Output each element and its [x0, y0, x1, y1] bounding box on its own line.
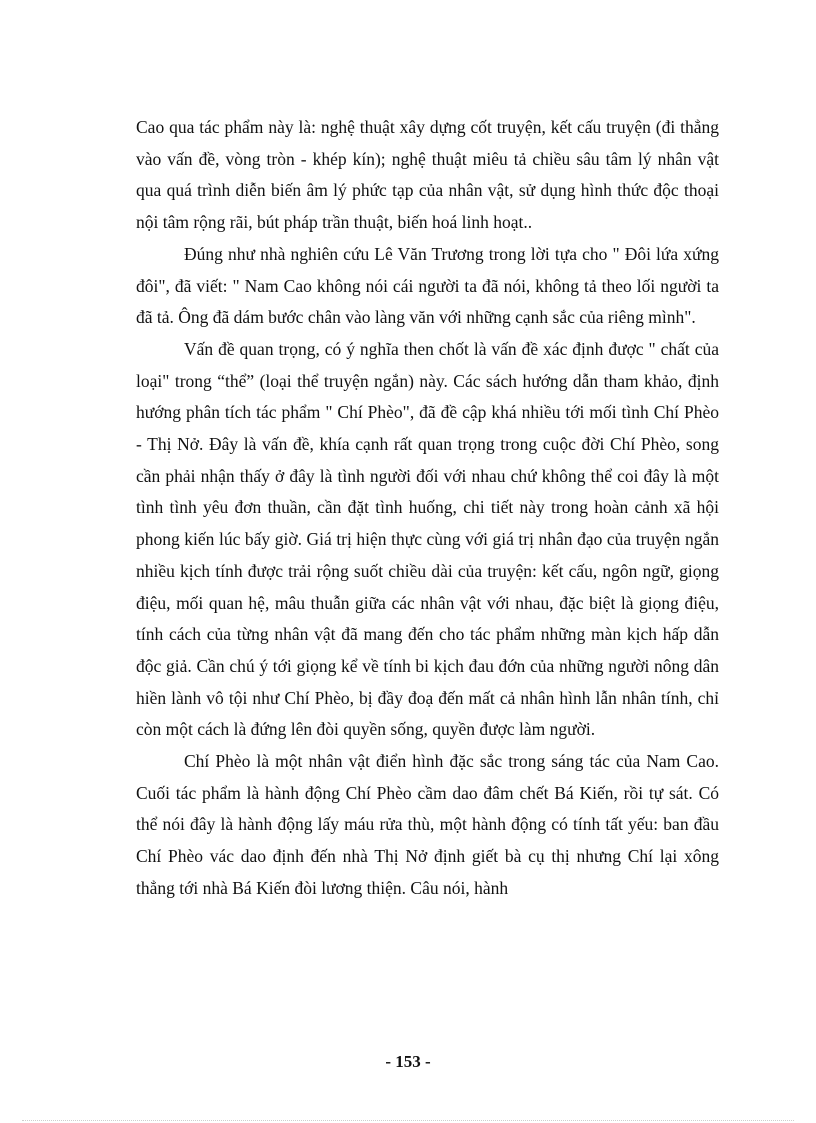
body-text	[136, 112, 719, 905]
paragraph-3: Vấn đề quan trọng, có ý nghĩa then chốt là vấn đề xác định được " chất của loại" trong “thể” (loại thể truyện ngắn) này. Các sách hướng dẫn tham khảo, định hướng phân tích tác phẩm " Chí Phèo", đã đề cập khá nhiều tới mối tình Chí Phèo - Thị Nở. Đây là vấn đề, khía cạnh rất quan trọng trong cuộc đời Chí Phèo, song cần phải nhận thấy ở đây là tình người đối với nhau chứ không thể coi đây là một tình tình yêu đơn thuần, cần đặt tình huống, chi tiết này trong hoàn cảnh xã hội phong kiến lúc bấy giờ. Giá trị hiện thực cùng với giá trị nhân đạo của truyện ngắn nhiều kịch tính được trải rộng suốt chiều dài của truyện: kết cấu, ngôn ngữ, giọng điệu, mối quan hệ, mâu thuẫn giữa các nhân vật với nhau, đặc biệt là giọng điệu, tính cách của từng nhân vật đã mang đến cho tác phẩm những màn kịch hấp dẫn độc giả. Cần chú ý tới giọng kể về tính bi kịch đau đớn của những người nông dân hiền lành vô tội như Chí Phèo, bị đầy đoạ đến mất cả nhân hình lẫn nhân tính, chỉ còn một cách là đứng lên đòi quyền sống, quyền được làm người.	[136, 338, 719, 740]
page-number: - 153 -	[385, 1052, 431, 1071]
paragraph-4: Chí Phèo là một nhân vật điển hình đặc sắc trong sáng tác của Nam Cao. Cuối tác phẩm là hành động Chí Phèo cầm dao đâm chết Bá Kiến, rồi tự sát. Có thể nói đây là hành động lấy máu rửa thù, một hành động có tính tất yếu: ban đầu Chí Phèo vác dao định đến nhà Thị Nở định giết bà cụ thị nhưng Chí lại xông thẳng tới nhà Bá Kiến đòi lương thiện. Câu nói, hành	[136, 751, 719, 898]
paragraph-1: Cao qua tác phẩm này là: nghệ thuật xây dựng cốt truyện, kết cấu truyện (đi thẳng vào vấn đề, vòng tròn - khép kín); nghệ thuật miêu tả chiều sâu tâm lý nhân vật qua quá trình diễn biến âm lý phức tạp của nhân vật, sử dụng hình thức độc thoại nội tâm rộng rãi, bút pháp trần thuật, biến hoá linh hoạt..	[136, 117, 719, 233]
paragraph-2: Đúng như nhà nghiên cứu Lê Văn Trương trong lời tựa cho " Đôi lứa xứng đôi", đã viết: " Nam Cao không nói cái người ta đã nói, không tả theo lối người ta đã tả. Ông đã dám bước chân vào làng văn với những cạnh sắc của riêng mình".	[136, 243, 719, 328]
footer-divider	[22, 1120, 794, 1121]
